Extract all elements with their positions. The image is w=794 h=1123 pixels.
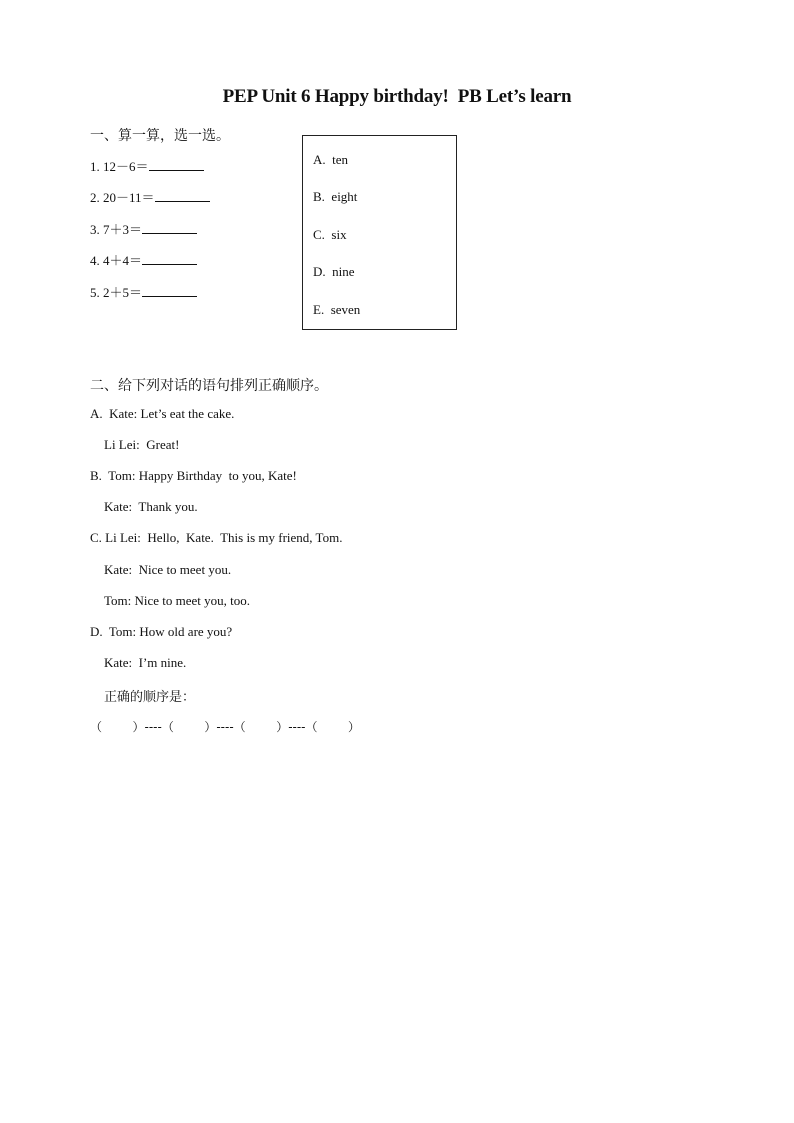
question-1 xyxy=(90,156,204,175)
question-1-label: 1. 12－6＝ xyxy=(90,159,149,174)
dialogue-line: D. Tom: How old are you? xyxy=(90,624,233,639)
question-4 xyxy=(90,250,197,269)
dialogue-line: Kate: Nice to meet you. xyxy=(104,562,232,577)
dialogue-line: A. Kate: Let’s eat the cake. xyxy=(90,406,235,421)
answer-blank-5[interactable] xyxy=(142,284,197,297)
dialogue-line: B. Tom: Happy Birthday to you, Kate! xyxy=(90,468,297,483)
order-answer-blanks[interactable]: （ ）----（ ）----（ ）----（ ） xyxy=(90,720,361,734)
question-3 xyxy=(90,219,197,238)
section-1-heading: 一、算一算，选一选。 xyxy=(90,128,230,144)
section-2-heading: 二、给下列对话的语句排列正确顺序。 xyxy=(90,378,328,394)
option-c: C. six xyxy=(313,227,347,242)
answer-blank-4[interactable] xyxy=(142,252,197,265)
option-e: E. seven xyxy=(313,302,361,317)
dialogue-line: Kate: Thank you. xyxy=(104,499,198,514)
option-b: B. eight xyxy=(313,189,358,204)
option-a: A. ten xyxy=(313,152,349,167)
answer-blank-3[interactable] xyxy=(142,221,197,234)
question-3-label: 3. 7＋3＝ xyxy=(90,222,143,237)
option-d: D. nine xyxy=(313,264,355,279)
page-title: PEP Unit 6 Happy birthday! PB Let’s learn xyxy=(222,86,572,107)
question-2-label: 2. 20－11＝ xyxy=(90,190,155,205)
question-4-label: 4. 4＋4＝ xyxy=(90,253,143,268)
dialogue-line: Tom: Nice to meet you, too. xyxy=(104,593,251,608)
question-2 xyxy=(90,187,210,206)
question-5 xyxy=(90,282,197,301)
dialogue-line: Kate: I’m nine. xyxy=(104,655,187,670)
answer-blank-2[interactable] xyxy=(155,189,210,202)
order-label: 正确的顺序是： xyxy=(104,690,196,705)
question-5-label: 5. 2＋5＝ xyxy=(90,285,143,300)
options-box xyxy=(302,135,457,330)
dialogue-line: Li Lei: Great! xyxy=(104,437,180,452)
answer-blank-1[interactable] xyxy=(149,158,204,171)
dialogue-line: C. Li Lei: Hello, Kate. This is my friend, Tom. xyxy=(90,530,343,545)
